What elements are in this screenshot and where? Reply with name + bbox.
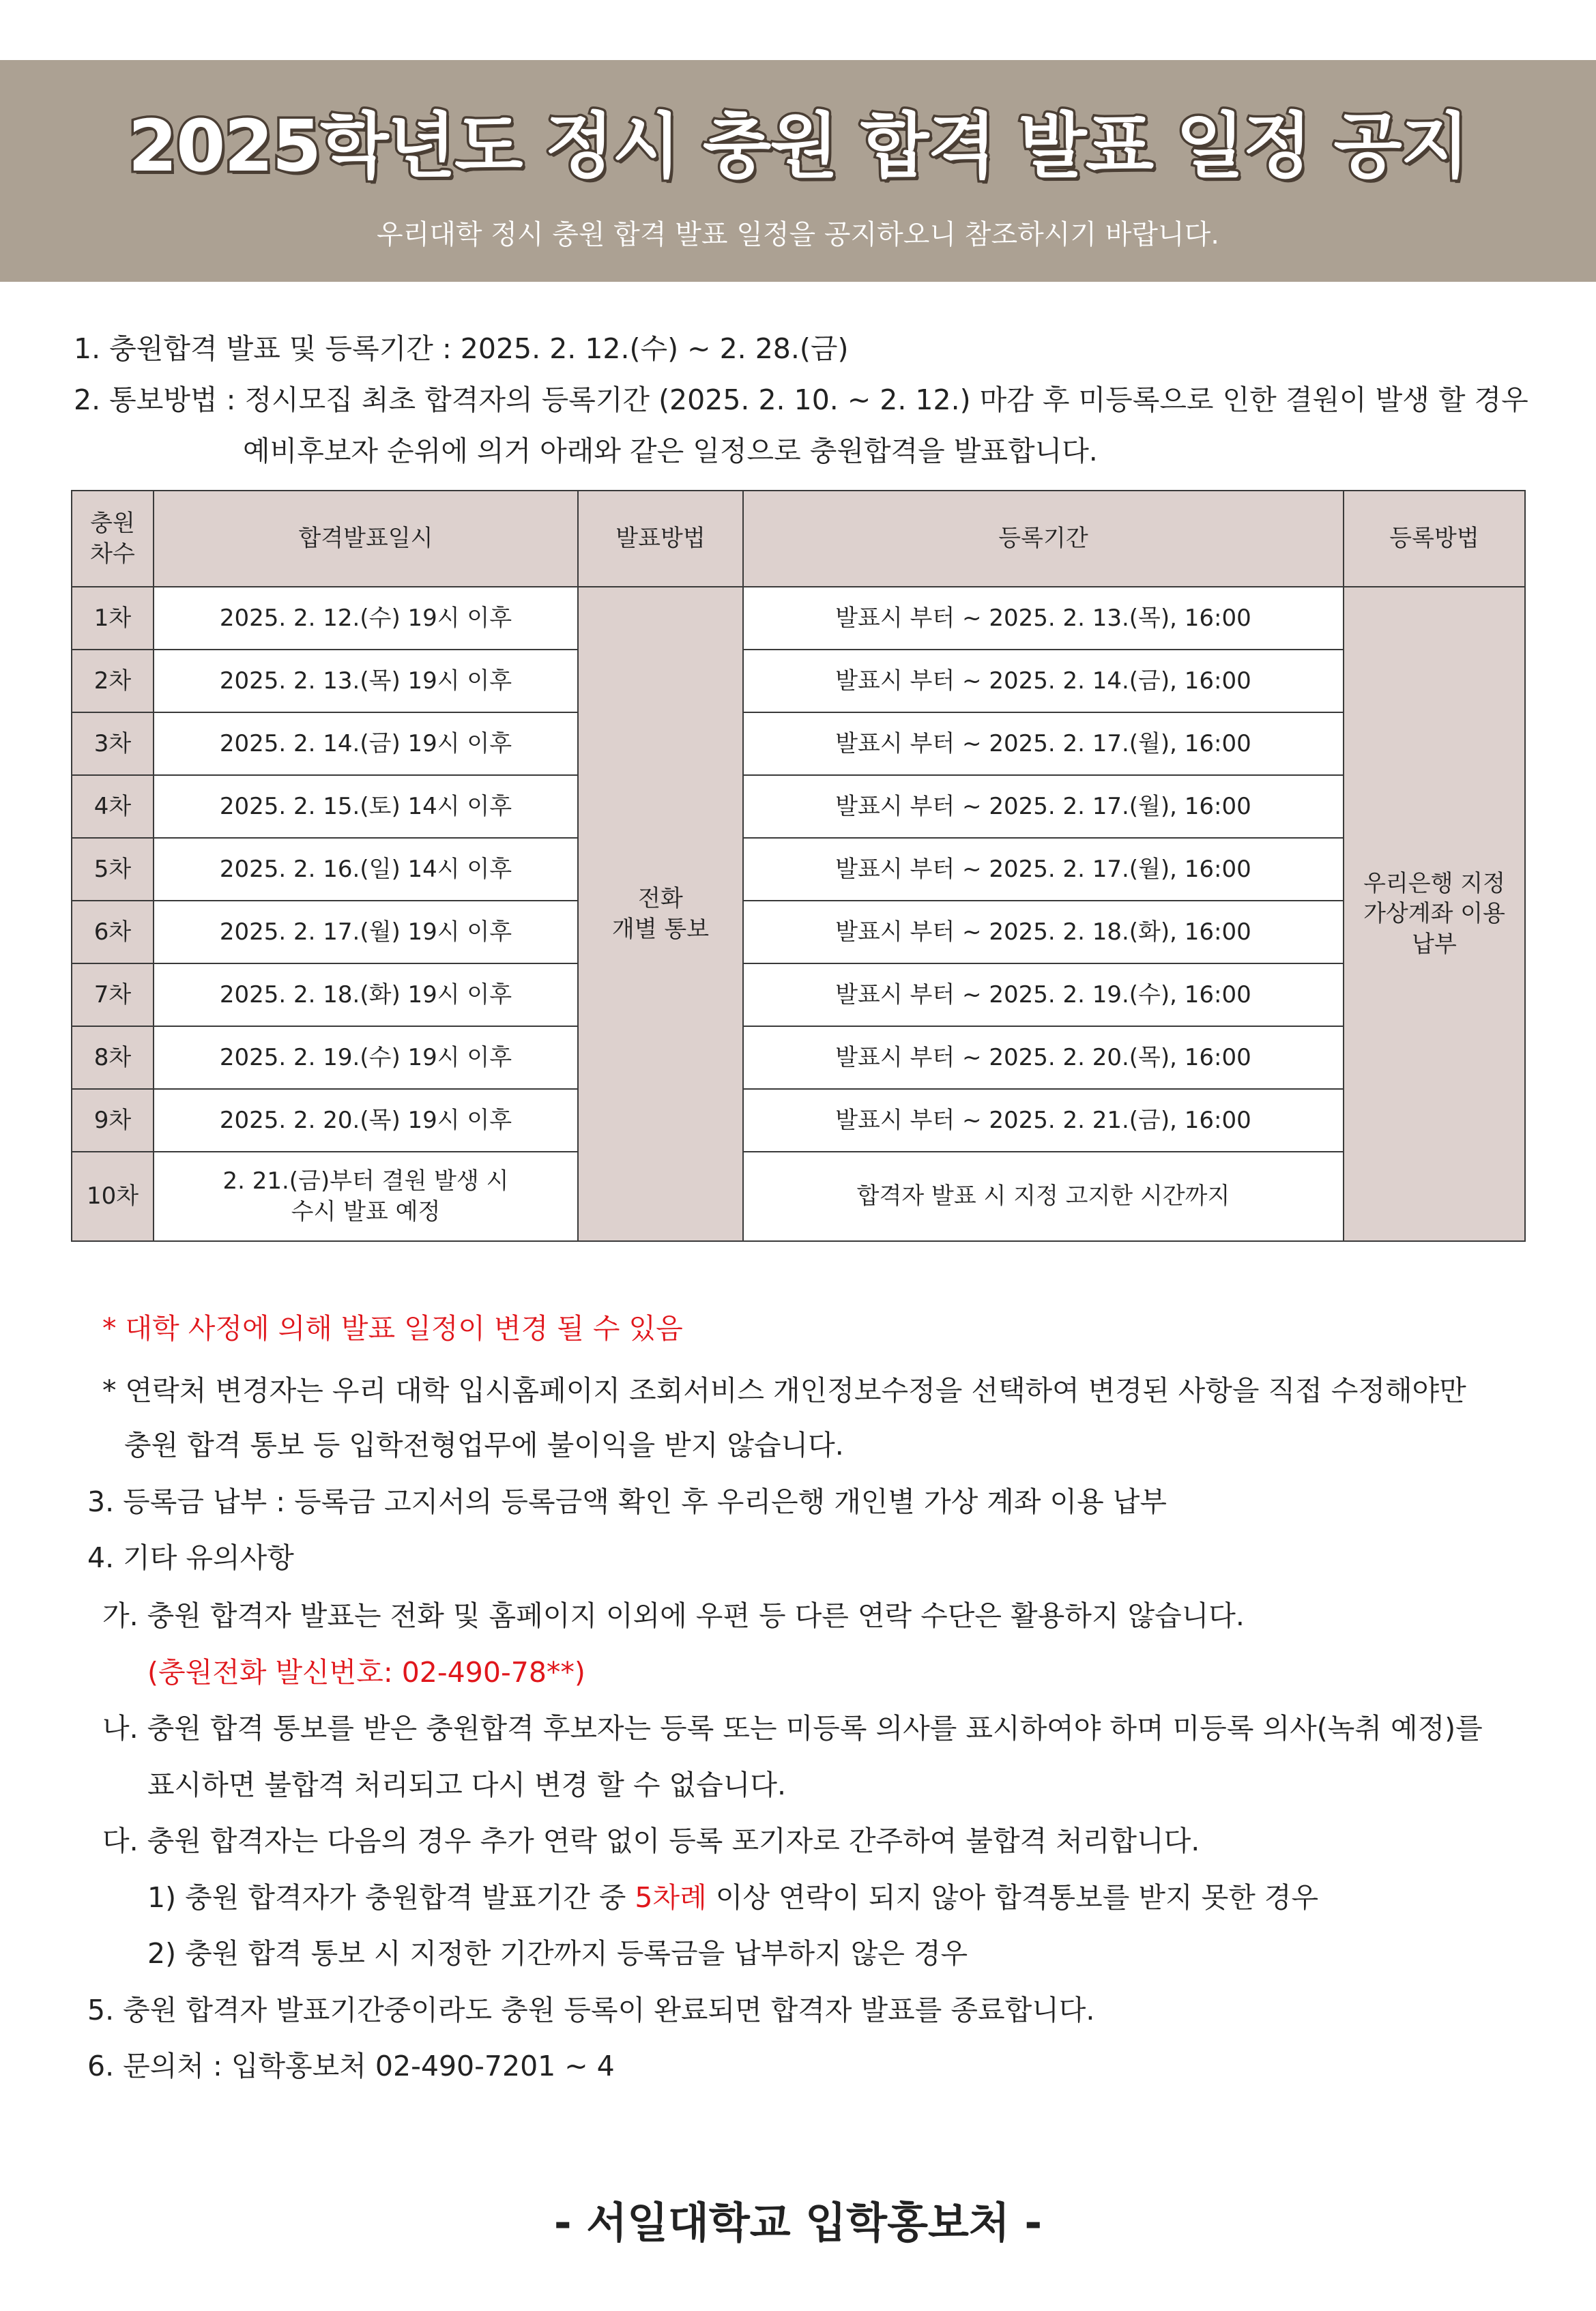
table-row — [72, 712, 1525, 775]
period-cell: 합격자 발표 시 지정 고지한 시간까지 — [743, 1152, 1344, 1241]
note-contact-change-line2: 충원 합격 통보 등 입학전형업무에 불이익을 받지 않습니다. — [124, 1429, 844, 1462]
round-cell: 10차 — [72, 1152, 154, 1241]
announce-cell: 2025. 2. 17.(월) 19시 이후 — [154, 901, 578, 963]
announce-cell: 2025. 2. 19.(수) 19시 이후 — [154, 1026, 578, 1089]
round-cell: 2차 — [72, 650, 154, 712]
item-4-na-line1: 나. 충원 합격 통보를 받은 충원합격 후보자는 등록 또는 미등록 의사를 표시하여야 하며 미등록 의사(녹취 예정)를 — [102, 1712, 1483, 1745]
reg-method-cell — [1344, 587, 1525, 1241]
page-subtitle: 우리대학 정시 충원 합격 발표 일정을 공지하오니 참조하시기 바랍니다. — [377, 219, 1219, 250]
page-title: 2025학년도 정시 충원 합격 발표 일정 공지 — [128, 104, 1468, 188]
item-4-ga-phone: (충원전화 발신번호: 02-490-78**) — [147, 1656, 585, 1689]
table-header-row — [72, 491, 1525, 587]
item-3-tuition: 3. 등록금 납부 : 등록금 고지서의 등록금액 확인 후 우리은행 개인별 가상 계좌 이용 납부 — [87, 1485, 1167, 1518]
period-cell: 발표시 부터 ~ 2025. 2. 20.(목), 16:00 — [743, 1026, 1344, 1089]
announce-cell: 2025. 2. 20.(목) 19시 이후 — [154, 1089, 578, 1152]
period-cell: 발표시 부터 ~ 2025. 2. 18.(화), 16:00 — [743, 901, 1344, 963]
schedule-table — [71, 490, 1526, 1242]
method-text: 전화 개별 통보 — [611, 885, 710, 943]
table-row — [72, 1152, 1525, 1241]
round-cell: 1차 — [72, 587, 154, 650]
footer-signature: - 서일대학교 입학홍보처 - — [553, 2198, 1043, 2248]
da1-text-pre: 1) 충원 합격자가 충원합격 발표기간 중 — [147, 1881, 635, 1914]
header-round-text: 충원 차수 — [90, 510, 135, 568]
announce-cell: 2025. 2. 16.(일) 14시 이후 — [154, 838, 578, 901]
header-reg-method: 등록방법 — [1344, 491, 1525, 587]
round-cell: 6차 — [72, 901, 154, 963]
method-cell — [578, 587, 743, 1241]
announce-cell: 2025. 2. 18.(화) 19시 이후 — [154, 963, 578, 1026]
round-cell: 3차 — [72, 712, 154, 775]
period-cell: 발표시 부터 ~ 2025. 2. 21.(금), 16:00 — [743, 1089, 1344, 1152]
header-round — [72, 491, 154, 587]
table-row — [72, 901, 1525, 963]
table-row — [72, 838, 1525, 901]
item-4-ga: 가. 충원 합격자 발표는 전화 및 홈페이지 이외에 우편 등 다른 연락 수단은 활용하지 않습니다. — [102, 1599, 1245, 1632]
item-4-da: 다. 충원 합격자는 다음의 경우 추가 연락 없이 등록 포기자로 간주하여 불합격 처리합니다. — [102, 1825, 1200, 1857]
round-cell: 7차 — [72, 963, 154, 1026]
announce-text: 2. 21.(금)부터 결원 발생 시 수시 발표 예정 — [222, 1167, 509, 1225]
da1-text-highlight: 5차례 — [635, 1881, 707, 1914]
announce-cell — [154, 1152, 578, 1241]
item-5-end: 5. 충원 합격자 발표기간중이라도 충원 등록이 완료되면 합격자 발표를 종료합니다. — [87, 1994, 1095, 2026]
round-cell: 4차 — [72, 775, 154, 838]
reg-method-text: 우리은행 지정 가상계좌 이용 납부 — [1363, 870, 1505, 958]
note-contact-change-line1: * 연락처 변경자는 우리 대학 입시홈페이지 조회서비스 개인정보수정을 선택하여 변경된 사항을 직접 수정해야만 — [102, 1374, 1466, 1407]
period-cell: 발표시 부터 ~ 2025. 2. 19.(수), 16:00 — [743, 963, 1344, 1026]
header-reg-period: 등록기간 — [743, 491, 1344, 587]
item-6-contact: 6. 문의처 : 입학홍보처 02-490-7201 ~ 4 — [87, 2050, 615, 2082]
announce-cell: 2025. 2. 12.(수) 19시 이후 — [154, 587, 578, 650]
table-row — [72, 963, 1525, 1026]
announce-cell: 2025. 2. 13.(목) 19시 이후 — [154, 650, 578, 712]
table-row — [72, 1026, 1525, 1089]
header-announce-date: 합격발표일시 — [154, 491, 578, 587]
item-4-heading: 4. 기타 유의사항 — [87, 1541, 294, 1574]
announce-cell: 2025. 2. 15.(토) 14시 이후 — [154, 775, 578, 838]
item-4-na-line2: 표시하면 불합격 처리되고 다시 변경 할 수 없습니다. — [147, 1769, 786, 1801]
period-cell: 발표시 부터 ~ 2025. 2. 14.(금), 16:00 — [743, 650, 1344, 712]
announce-cell: 2025. 2. 14.(금) 19시 이후 — [154, 712, 578, 775]
round-cell: 9차 — [72, 1089, 154, 1152]
table-row — [72, 1089, 1525, 1152]
period-cell: 발표시 부터 ~ 2025. 2. 17.(월), 16:00 — [743, 712, 1344, 775]
intro-item-2-line1: 2. 통보방법 : 정시모집 최초 합격자의 등록기간 (2025. 2. 10. ~ 2. 12.) 마감 후 미등록으로 인한 결원이 발생 할 경우 — [74, 383, 1528, 416]
table-row — [72, 650, 1525, 712]
intro-item-1: 1. 충원합격 발표 및 등록기간 : 2025. 2. 12.(수) ~ 2. 28.(금) — [74, 332, 849, 365]
round-cell: 8차 — [72, 1026, 154, 1089]
intro-item-2-line2: 예비후보자 순위에 의거 아래와 같은 일정으로 충원합격을 발표합니다. — [243, 435, 1098, 467]
note-schedule-change: * 대학 사정에 의해 발표 일정이 변경 될 수 있음 — [102, 1312, 683, 1345]
period-cell: 발표시 부터 ~ 2025. 2. 13.(목), 16:00 — [743, 587, 1344, 650]
item-4-da-1 — [147, 1875, 1318, 1915]
table-row — [72, 775, 1525, 838]
table-row — [72, 587, 1525, 650]
item-4-da-2: 2) 충원 합격 통보 시 지정한 기간까지 등록금을 납부하지 않은 경우 — [147, 1937, 968, 1970]
period-cell: 발표시 부터 ~ 2025. 2. 17.(월), 16:00 — [743, 775, 1344, 838]
period-cell: 발표시 부터 ~ 2025. 2. 17.(월), 16:00 — [743, 838, 1344, 901]
da1-text-post: 이상 연락이 되지 않아 합격통보를 받지 못한 경우 — [706, 1881, 1319, 1914]
header-method: 발표방법 — [578, 491, 743, 587]
round-cell: 5차 — [72, 838, 154, 901]
